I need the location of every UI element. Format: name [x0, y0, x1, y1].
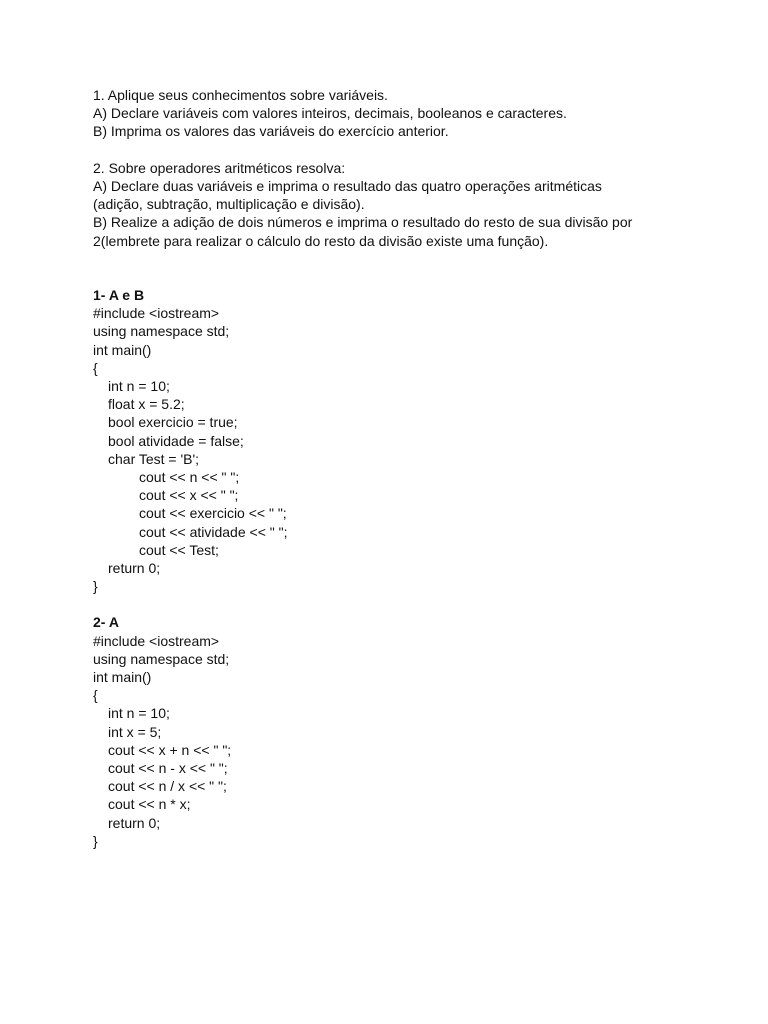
code-line: return 0; — [108, 559, 161, 576]
code-line: int n = 10; — [108, 705, 170, 722]
exercise-2-title: 2. Sobre operadores aritméticos resolva: — [93, 159, 346, 176]
answer-1-heading: 1- A e B — [93, 287, 145, 304]
code-line: cout << exercicio << " "; — [139, 505, 287, 522]
spacer — [93, 250, 733, 286]
exercise-2-item-a-line-1: A) Declare duas variáveis e imprima o resultado das quatro operações aritméticas — [93, 177, 602, 194]
spacer — [93, 141, 733, 159]
exercise-1-item-b: B) Imprima os valores das variáveis do exercício anterior. — [93, 123, 449, 140]
code-line: } — [93, 578, 98, 595]
exercise-1-item-a: A) Declare variáveis com valores inteiros, decimais, booleanos e caracteres. — [93, 105, 567, 122]
code-line: #include <iostream> — [93, 632, 220, 649]
code-line: #include <iostream> — [93, 305, 220, 322]
code-line: using namespace std; — [93, 323, 230, 340]
exercise-2-item-a-line-2: (adição, subtração, multiplicação e divisão). — [93, 196, 365, 213]
code-line: bool exercicio = true; — [108, 414, 238, 431]
code-line: float x = 5.2; — [108, 396, 185, 413]
code-line: cout << x << " "; — [139, 487, 239, 504]
code-line: cout << x + n << " "; — [108, 741, 232, 758]
spacer — [93, 595, 733, 613]
code-line: } — [93, 832, 98, 849]
code-line: cout << n * x; — [108, 796, 191, 813]
code-line: bool atividade = false; — [108, 432, 244, 449]
code-line: cout << n << " "; — [139, 468, 240, 485]
document-page — [93, 86, 733, 850]
code-line: cout << Test; — [139, 541, 219, 558]
code-line: int n = 10; — [108, 378, 170, 395]
code-line: { — [93, 359, 98, 376]
exercise-2-item-b-line-1: B) Realize a adição de dois números e imprima o resultado do resto de sua divisão por — [93, 214, 633, 231]
code-line: { — [93, 687, 98, 704]
answer-2-heading: 2- A — [93, 614, 119, 631]
code-line: int main() — [93, 669, 152, 686]
exercise-2-item-b-line-2: 2(lembrete para realizar o cálculo do resto da divisão existe uma função). — [93, 232, 549, 249]
exercise-1-title: 1. Aplique seus conhecimentos sobre variáveis. — [93, 87, 388, 103]
code-line: int x = 5; — [108, 723, 162, 740]
code-line: int main() — [93, 341, 152, 358]
code-line: return 0; — [108, 814, 161, 831]
code-line: using namespace std; — [93, 650, 230, 667]
code-line: cout << n - x << " "; — [108, 759, 228, 776]
code-line: cout << n / x << " "; — [108, 778, 227, 795]
code-line: cout << atividade << " "; — [139, 523, 288, 540]
code-line: char Test = 'B'; — [108, 450, 200, 467]
